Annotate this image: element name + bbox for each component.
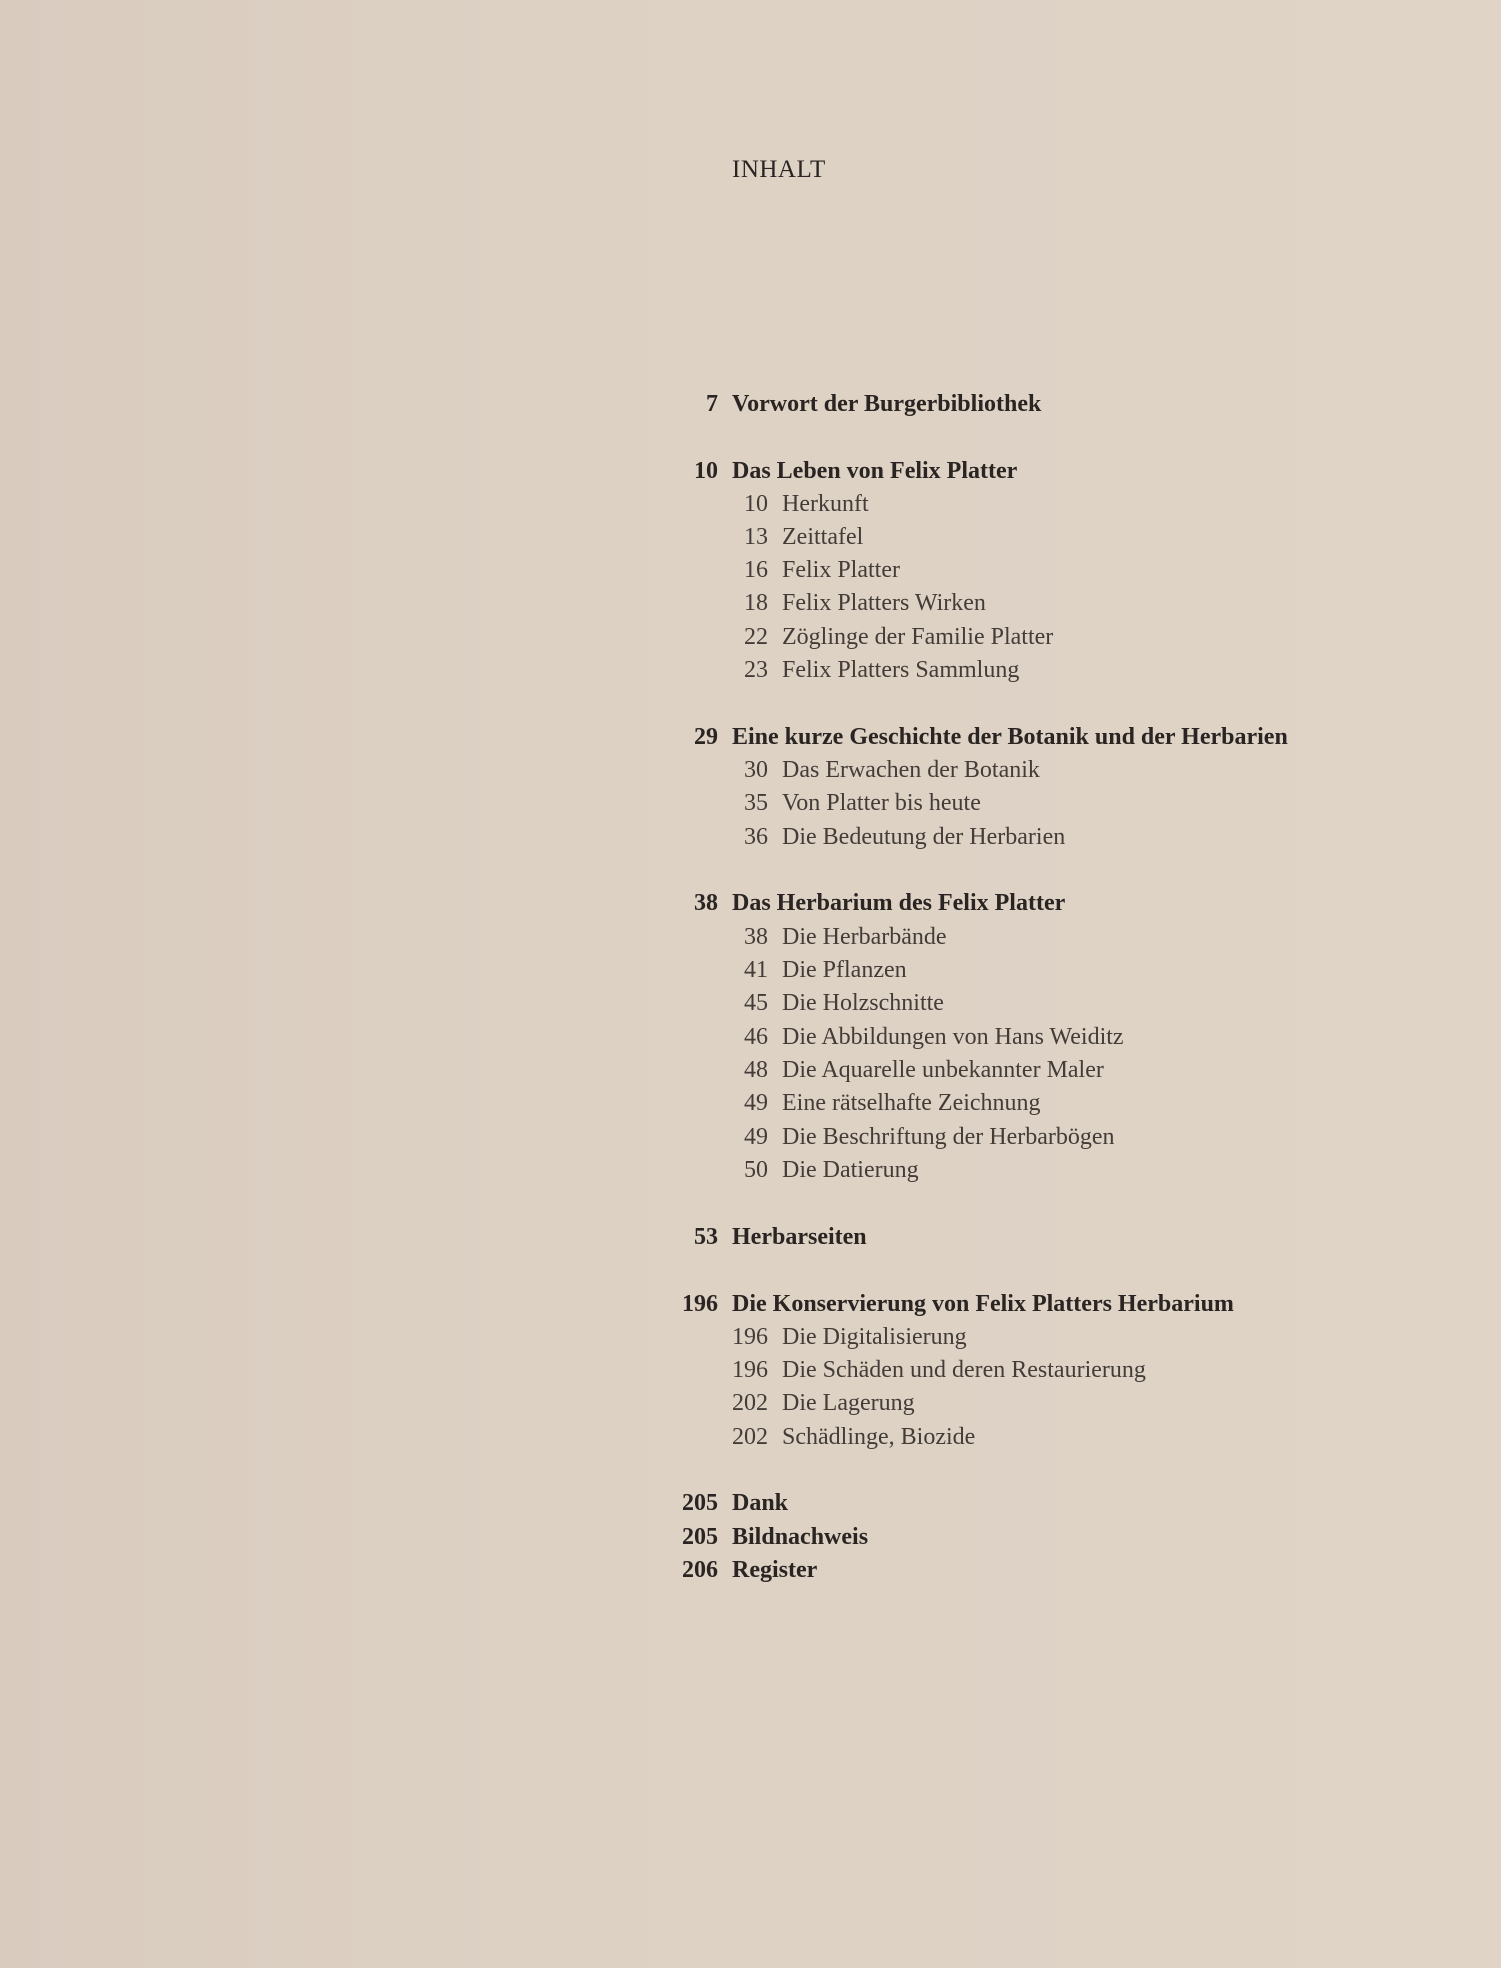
toc-page-number: 38 [694, 890, 718, 916]
toc-title: Herbarseiten [732, 1224, 867, 1250]
toc-title: Felix Platters Sammlung [782, 657, 1020, 683]
toc-page-number: 205 [682, 1524, 718, 1550]
toc-page-number: 48 [744, 1057, 768, 1083]
toc-page-number: 35 [744, 790, 768, 816]
toc-page-number: 16 [744, 557, 768, 583]
toc-page-number: 41 [744, 957, 768, 983]
toc-page-number: 196 [732, 1324, 768, 1350]
toc-title: Zöglinge der Familie Platter [782, 624, 1054, 650]
toc-page-number: 23 [744, 657, 768, 683]
toc-title: Die Aquarelle unbekannter Maler [782, 1057, 1104, 1083]
toc-page-number: 196 [682, 1291, 718, 1317]
toc-page-number: 36 [744, 824, 768, 850]
toc-page-number: 45 [744, 990, 768, 1016]
toc-title: Die Herbarbände [782, 924, 947, 950]
toc-title: Register [732, 1557, 818, 1583]
toc-title: Felix Platters Wirken [782, 590, 986, 616]
toc-page-number: 13 [744, 524, 768, 550]
toc-title: Herkunft [782, 491, 869, 517]
toc-page-number: 202 [732, 1424, 768, 1450]
toc-title: Die Beschriftung der Herbarbögen [782, 1124, 1115, 1150]
toc-title: Eine rätselhafte Zeichnung [782, 1090, 1041, 1116]
toc-page-number: 196 [732, 1357, 768, 1383]
toc-page-number: 202 [732, 1390, 768, 1416]
toc-title: Das Erwachen der Botanik [782, 757, 1040, 783]
toc-title: Vorwort der Burgerbibliothek [732, 391, 1042, 417]
toc-title: Die Holzschnitte [782, 990, 944, 1016]
toc-title: Die Bedeutung der Herbarien [782, 824, 1066, 850]
toc-page-number: 29 [694, 724, 718, 750]
toc-page-number: 7 [706, 391, 718, 417]
toc-page-number: 18 [744, 590, 768, 616]
toc-title: Dank [732, 1490, 789, 1516]
toc-page-number: 10 [694, 458, 718, 484]
toc-page-number: 10 [744, 491, 768, 517]
toc-title: Schädlinge, Biozide [782, 1424, 976, 1450]
toc-page-number: 49 [744, 1124, 768, 1150]
toc-page-number: 38 [744, 924, 768, 950]
toc-title: Die Konservierung von Felix Platters Herbarium [732, 1291, 1234, 1317]
toc-title: Das Leben von Felix Platter [732, 458, 1018, 484]
toc-title: Die Schäden und deren Restaurierung [782, 1357, 1146, 1383]
toc-title: Die Abbildungen von Hans Weiditz [782, 1024, 1124, 1050]
toc-title: Die Datierung [782, 1157, 919, 1183]
toc-title: Das Herbarium des Felix Platter [732, 890, 1066, 916]
toc-page-number: 30 [744, 757, 768, 783]
toc-title: Felix Platter [782, 557, 900, 583]
toc-title: Die Pflanzen [782, 957, 907, 983]
toc-title: Die Lagerung [782, 1390, 915, 1416]
toc-page-number: 205 [682, 1490, 718, 1516]
toc-title: Eine kurze Geschichte der Botanik und der Herbarien [732, 724, 1288, 750]
toc-page-number: 50 [744, 1157, 768, 1183]
toc-page-number: 46 [744, 1024, 768, 1050]
toc-title: Bildnachweis [732, 1524, 869, 1550]
toc-page-number: 53 [694, 1224, 718, 1250]
toc-page-number: 22 [744, 624, 768, 650]
toc-title: Zeittafel [782, 524, 864, 550]
toc-page-number: 49 [744, 1090, 768, 1116]
toc-title: Von Platter bis heute [782, 790, 981, 816]
page-title: INHALT [732, 156, 826, 183]
toc-page-number: 206 [682, 1557, 718, 1583]
toc-title: Die Digitalisierung [782, 1324, 967, 1350]
